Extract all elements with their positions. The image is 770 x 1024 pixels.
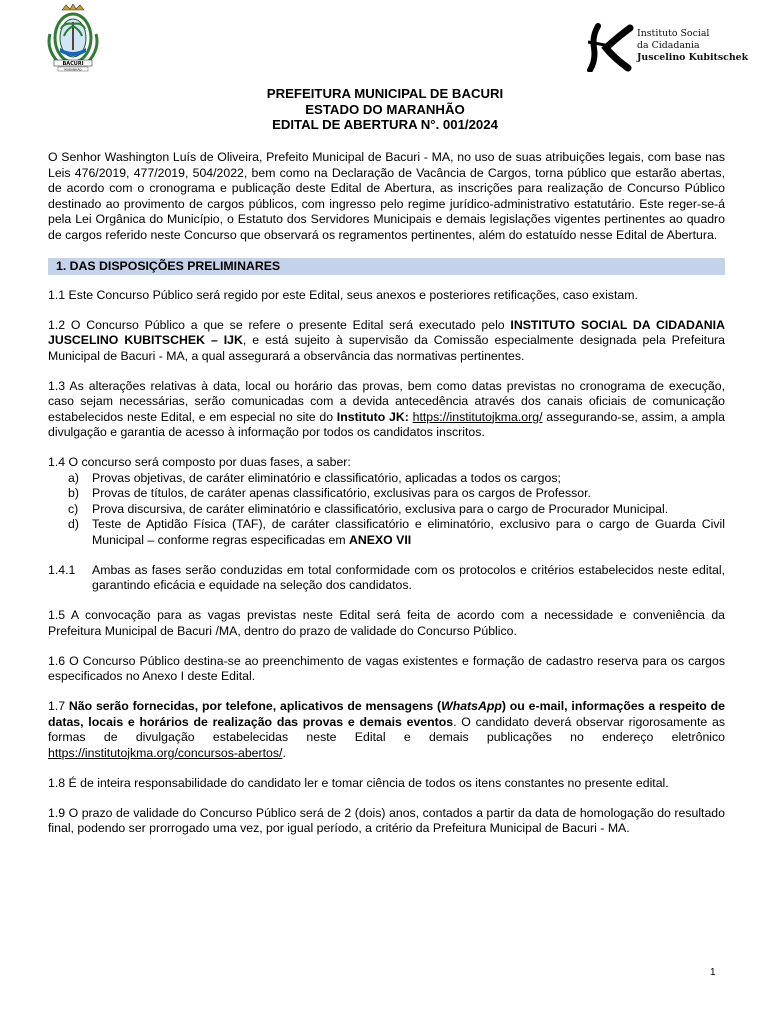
item-1-5: 1.5 A convocação para as vagas previstas neste Edital será feita de acordo com a necessidade e conveniência da Prefeitura Municipal de Bacuri /MA, dentro do prazo de validade do Concurso Público.: [48, 608, 725, 638]
item-1-7-text-d: .: [282, 745, 286, 760]
intro-paragraph: O Senhor Washington Luís de Oliveira, Prefeito Municipal de Bacuri - MA, no uso de suas atribuições legais, com base nas Leis 476/2019, 477/2019, 504/2022, bem como na Declaração de Vacância de Cargos, torna público que estarão abertas, de acordo com o cronograma e publicação deste Edital de Abertura, as inscrições para realização de Concurso Público destinado ao provimento de cargos públicos, com ingresso pelo regime jurídico-administrativo estatutário. Este reger-se-á pela Lei Orgânica do Município, o Estatuto dos Servidores Municipais e demais legislações vigentes pertinentes ao quadro de cargos referido neste Concurso que observará os regramentos pertinentes, além do estatuído nesse Edital de Abertura.: [48, 150, 725, 242]
crest-caption: BACURI: [62, 61, 84, 67]
item-1-3-text-c: assegurando-se, assim, a ampla divulgação e garantia de acesso à informação por todos os candidatos inscritos.: [48, 409, 725, 439]
phases-list: [48, 471, 725, 549]
ijk-line-2: da Cidadania: [637, 40, 700, 51]
concursos-abertos-link[interactable]: https://institutojkma.org/concursos-abertos/: [48, 745, 283, 760]
crest-motto: MARANHÃO: [64, 67, 82, 72]
annex-reference: ANEXO VII: [349, 532, 412, 547]
ijk-line-3: Juscelino Kubitschek: [637, 52, 749, 63]
item-1-4-1-text: Ambas as fases serão conduzidas em total conformidade com os protocolos e critérios estabelecidos neste edital, garantindo eficácia e equidade na seleção dos candidatos.: [92, 562, 725, 592]
item-1-3-text-a: 1.3 As alterações relativas à data, local ou horário das provas, bem como datas previstas no cronograma de execução, caso sejam necessárias, serão comunicadas com a devida antecedência através dos canais oficiais de comunicação estabelecidos neste Edital, e em especial no site do: [48, 378, 725, 424]
list-item-text: Provas de títulos, de caráter apenas classificatório, exclusivas para os cargos de Professor.: [92, 486, 591, 500]
item-1-4-intro: 1.4 O concurso será composto por duas fases, a saber:: [48, 455, 351, 469]
document-title: [0, 86, 770, 133]
page-number: 1: [710, 967, 716, 978]
title-line-1: PREFEITURA MUNICIPAL DE BACURI: [266, 86, 504, 101]
institute-website-link[interactable]: https://institutojkma.org/: [412, 409, 543, 424]
bacuri-coat-of-arms-logo: [44, 4, 102, 74]
list-marker: b): [68, 486, 79, 500]
title-line-2: ESTADO DO MARANHÃO: [305, 101, 465, 117]
item-1-7-bold-a: Não serão fornecidas, por telefone, aplicativos de mensagens (: [68, 699, 442, 713]
item-1-7: [48, 699, 725, 761]
item-1-4-1-marker: 1.4.1: [48, 562, 76, 577]
list-item-text: Prova discursiva, de caráter eliminatório e classificatório, exclusiva para o cargo de Procurador Municipal.: [92, 501, 669, 516]
title-line-3: EDITAL DE ABERTURA N°. 001/2024: [272, 117, 498, 133]
item-1-3-site-label: Instituto JK:: [336, 409, 409, 424]
item-1-2-text-a: 1.2 O Concurso Público a que se refere o presente Edital será executado pelo: [48, 317, 511, 332]
item-1-7-text-c: . O candidato deverá observar rigorosamente as formas de divulgação estabelecidas neste Edital e demais publicações no endereço eletrônico: [48, 714, 726, 744]
list-item: [48, 486, 725, 502]
list-item: [48, 471, 725, 487]
list-item: [48, 502, 725, 518]
item-1-9: 1.9 O prazo de validade do Concurso Público será de 2 (dois) anos, contados a partir da data de homologação do resultado final, podendo ser prorrogado uma vez, por igual período, a critério da Prefeitura Municipal de Bacuri - MA.: [48, 805, 725, 835]
item-1-2-executor: INSTITUTO SOCIAL DA CIDADANIA JUSCELINO KUBITSCHEK – IJK: [48, 317, 725, 347]
document-body: [48, 150, 725, 851]
list-item-text: Teste de Aptidão Física (TAF), de caráter classificatório e eliminatório, exclusivo para o cargo de Guarda Civil Municipal – conforme regras especificadas em: [92, 517, 725, 547]
list-item: [48, 517, 725, 548]
ijk-mark-icon: [584, 22, 634, 72]
item-1-7-bold-b: ) ou e-mail, informações a respeito de datas, locais e horários de realização das provas e demais eventos: [48, 699, 725, 729]
ijk-logo: [584, 22, 749, 72]
item-1-6: 1.6 O Concurso Público destina-se ao preenchimento de vagas existentes e formação de cadastro reserva para os cargos especificados no Anexo I deste Edital.: [48, 653, 725, 683]
item-1-7-whatsapp: WhatsApp: [441, 699, 502, 713]
page-header: [0, 0, 770, 80]
item-1-3: [48, 379, 725, 441]
item-1-2: [48, 318, 725, 365]
ijk-line-1: Instituto Social: [637, 28, 710, 39]
list-item-text: Provas objetivas, de caráter eliminatório e classificatório, aplicadas a todos os cargos;: [92, 470, 561, 485]
section-heading: 1. DAS DISPOSIÇÕES PRELIMINARES: [48, 258, 725, 275]
item-1-1: 1.1 Este Concurso Público será regido por este Edital, seus anexos e posteriores retificações, caso existam.: [48, 287, 638, 302]
item-1-4: [48, 455, 725, 548]
item-1-2-text-c: , e está sujeito à supervisão da Comissão especialmente designada pela Prefeitura Municipal de Bacuri - MA, a qual assegurará a observância das normativas pertinentes.: [48, 333, 725, 363]
list-marker: c): [68, 501, 79, 516]
item-1-4-1: [48, 563, 725, 594]
item-1-8: 1.8 É de inteira responsabilidade do candidato ler e tomar ciência de todos os itens constantes no presente edital.: [48, 775, 669, 790]
list-marker: a): [68, 470, 79, 485]
list-marker: d): [68, 517, 79, 531]
ijk-name: [637, 28, 748, 64]
item-1-7-number: 1.7: [48, 699, 69, 713]
